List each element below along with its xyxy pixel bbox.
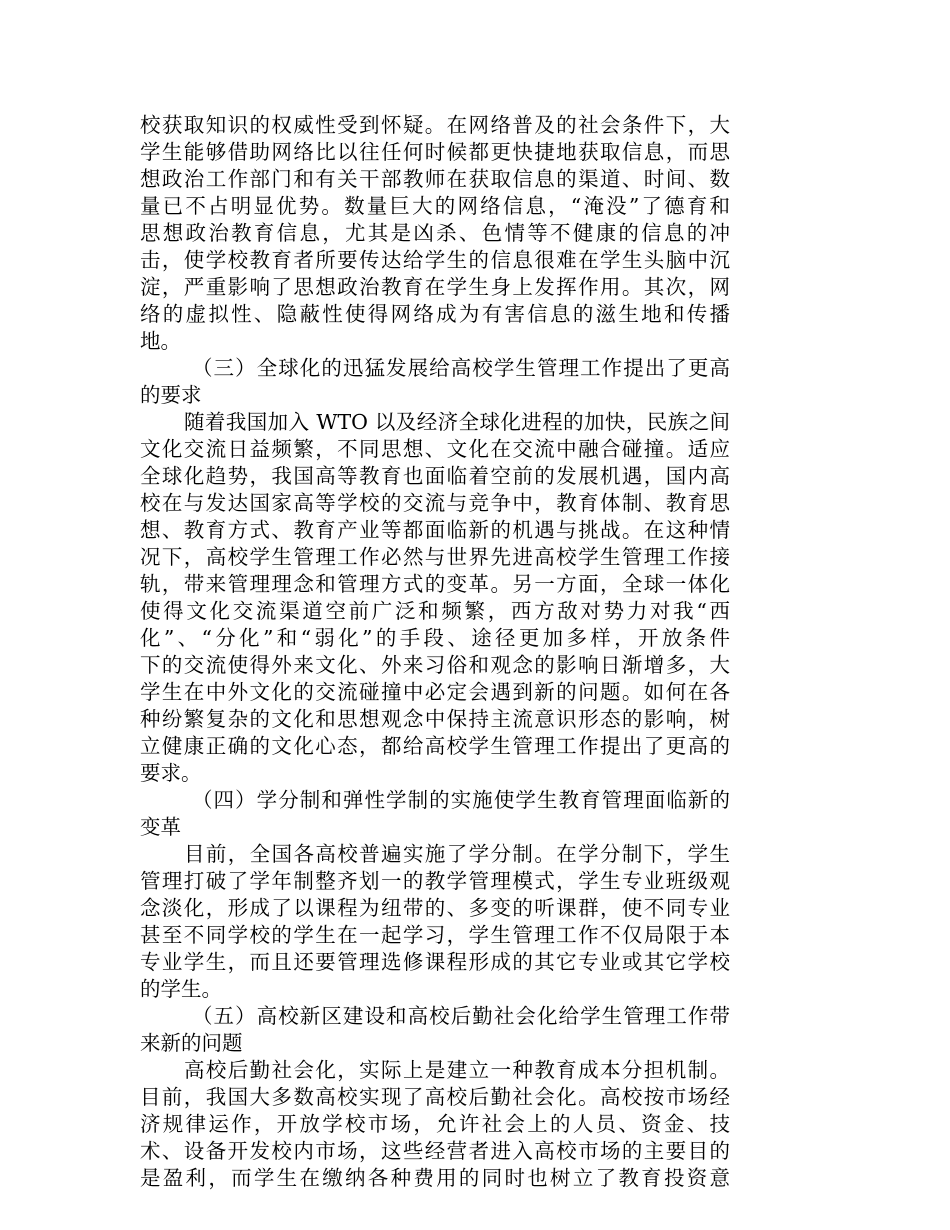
text-line: 淀，严重影响了思想政治教育在学生身上发挥作用。其次，网: [140, 275, 730, 299]
text-line: 想、教育方式、教育产业等都面临新的机遇与挑战。在这种情: [140, 518, 730, 542]
section-heading-5: [140, 1003, 730, 1057]
text-line: 络的虚拟性、隐蔽性使得网络成为有害信息的滋生地和传播: [140, 302, 730, 326]
text-line: 是盈利，而学生在缴纳各种费用的同时也树立了教育投资意: [140, 1166, 730, 1190]
text-line: 目前，我国大多数高校实现了高校后勤社会化。高校按市场经: [140, 1085, 730, 1109]
paragraph-logistics: [140, 1057, 730, 1192]
heading-line: （五）高校新区建设和高校后勤社会化给学生管理工作带: [192, 1004, 730, 1028]
paragraph-credit-system: [140, 841, 730, 1003]
text-line: 校获取知识的权威性受到怀疑。在网络普及的社会条件下，大: [140, 113, 730, 137]
text-line: 况下，高校学生管理工作必然与世界先进高校学生管理工作接: [140, 545, 730, 569]
text-line: 地。: [140, 329, 181, 353]
heading-line: （四）学分制和弹性学制的实施使学生教育管理面临新的: [192, 788, 730, 812]
text-line: 念淡化，形成了以课程为纽带的、多变的听课群，使不同专业: [140, 896, 730, 920]
heading-line: （三）全球化的迅猛发展给高校学生管理工作提出了更高: [192, 356, 730, 380]
text-line: 文化交流日益频繁，不同思想、文化在交流中融合碰撞。适应: [140, 437, 730, 461]
heading-line: 变革: [140, 815, 181, 839]
text-line: 想政治工作部门和有关干部教师在获取信息的渠道、时间、数: [140, 167, 730, 191]
paragraph-network-influence: [140, 112, 730, 355]
text-line: 击，使学校教育者所要传达给学生的信息很难在学生头脑中沉: [140, 248, 730, 272]
text-line: 济规律运作，开放学校市场，允许社会上的人员、资金、技: [140, 1112, 730, 1136]
text-line: 下的交流使得外来文化、外来习俗和观念的影响日渐增多，大: [140, 653, 730, 677]
text-line: 化”、“分化”和“弱化”的手段、途径更加多样，开放条件: [140, 626, 730, 650]
text-line: 的学生。: [140, 977, 222, 1001]
text-line: 专业学生，而且还要管理选修课程形成的其它专业或其它学校: [140, 950, 730, 974]
document-page: [140, 112, 730, 1192]
text-line: 术、设备开发校内市场，这些经营者进入高校市场的主要目的: [140, 1139, 730, 1163]
text-line: 种纷繁复杂的文化和思想观念中保持主流意识形态的影响，树: [140, 707, 730, 731]
text-line: 立健康正确的文化心态，都给高校学生管理工作提出了更高的: [140, 734, 730, 758]
text-line: 学生在中外文化的交流碰撞中必定会遇到新的问题。如何在各: [140, 680, 730, 704]
text-line: 目前，全国各高校普遍实施了学分制。在学分制下，学生: [184, 842, 730, 866]
text-line: 使得文化交流渠道空前广泛和频繁，西方敌对势力对我“西: [140, 599, 730, 623]
text-line: 校在与发达国家高等学校的交流与竞争中，教育体制、教育思: [140, 491, 730, 515]
text-line: 甚至不同学校的学生在一起学习，学生管理工作不仅局限于本: [140, 923, 730, 947]
text-line: 量已不占明显优势。数量巨大的网络信息，“淹没”了德育和: [140, 194, 730, 218]
text-line: 轨，带来管理理念和管理方式的变革。另一方面，全球一体化: [140, 572, 730, 596]
section-heading-3: [140, 355, 730, 409]
text-line: 高校后勤社会化，实际上是建立一种教育成本分担机制。: [184, 1058, 730, 1082]
section-heading-4: [140, 787, 730, 841]
heading-line: 的要求: [140, 383, 202, 407]
text-line: 全球化趋势，我国高等教育也面临着空前的发展机遇，国内高: [140, 464, 730, 488]
text-line: 思想政治教育信息，尤其是凶杀、色情等不健康的信息的冲: [140, 221, 730, 245]
text-line: 随着我国加入 WTO 以及经济全球化进程的加快，民族之间: [184, 410, 730, 434]
text-line: 要求。: [140, 761, 202, 785]
text-line: 学生能够借助网络比以往任何时候都更快捷地获取信息，而思: [140, 140, 730, 164]
heading-line: 来新的问题: [140, 1031, 243, 1055]
paragraph-globalization: [140, 409, 730, 787]
text-line: 管理打破了学年制整齐划一的教学管理模式，学生专业班级观: [140, 869, 730, 893]
